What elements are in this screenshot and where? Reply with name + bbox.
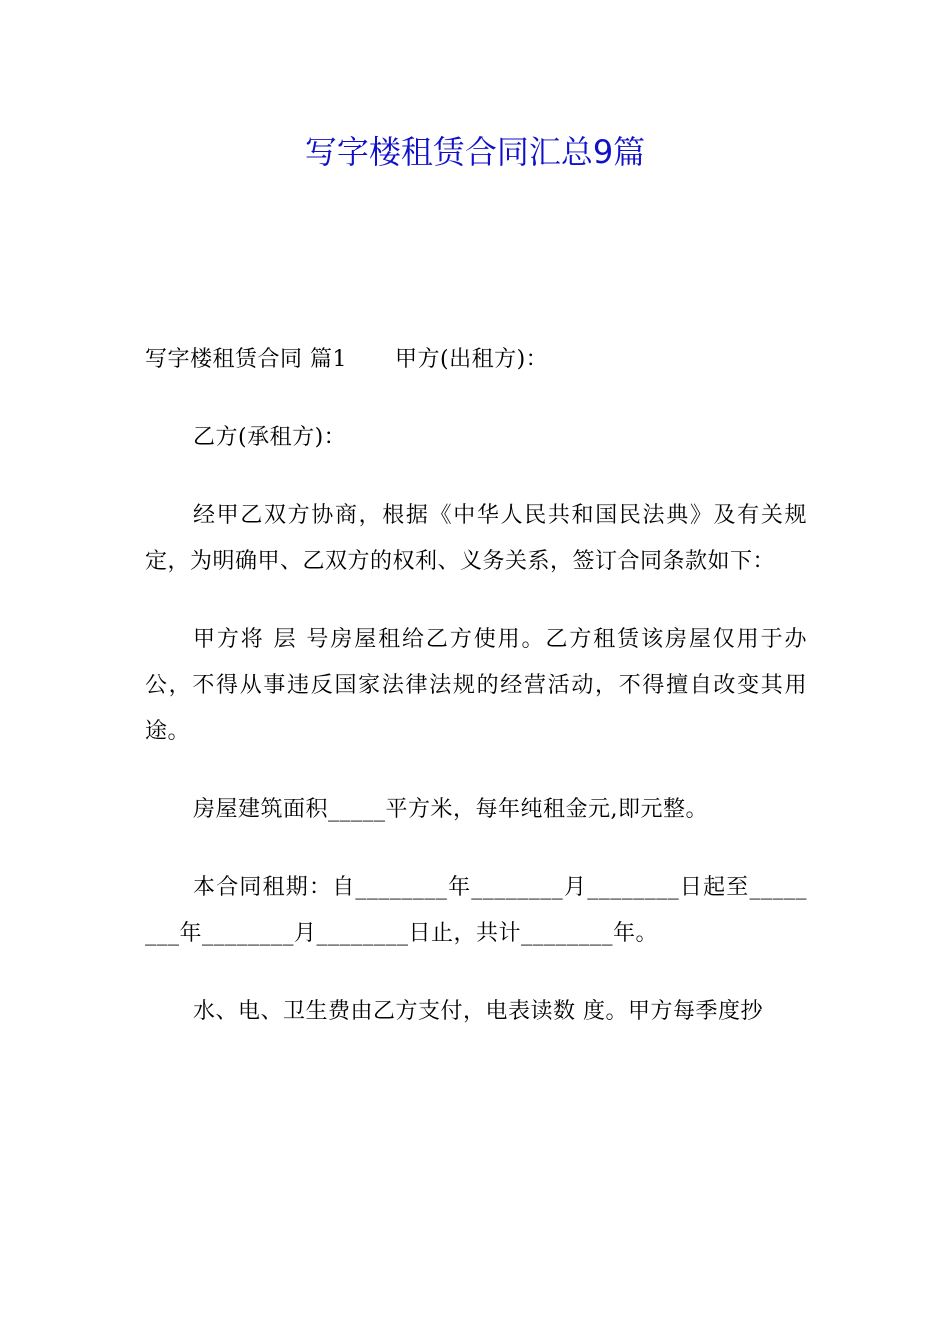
paragraph-area-rent: 房屋建筑面积_____平方米，每年纯租金元,即元整。 (193, 797, 708, 822)
paragraph-utilities: 水、电、卫生费由乙方支付，电表读数 度。甲方每季度抄 (193, 999, 763, 1024)
paragraph-preamble: 经甲乙双方协商，根据《中华人民共和国民法典》及有关规定，为明确甲、乙双方的权利、义务关系，签订合同条款如下： (145, 503, 807, 574)
paragraph-premises: 甲方将 层 号房屋租给乙方使用。乙方租赁该房屋仅用于办公，不得从事违反国家法律法规的经营活动，不得擅自改变其用途。 (145, 627, 807, 744)
paragraph-term: 本合同租期：自________年________月________日起至________年________月________日止，共计________年。 (145, 875, 807, 946)
document-body (145, 337, 807, 1067)
document-title: 写字楼租赁合同汇总9篇 (304, 133, 646, 171)
article-heading: 写字楼租赁合同 篇1 (145, 347, 347, 372)
party-a-label: 甲方(出租方)： (395, 347, 549, 372)
party-b-label: 乙方(承租方)： (193, 425, 347, 450)
paragraph-header (145, 337, 807, 383)
